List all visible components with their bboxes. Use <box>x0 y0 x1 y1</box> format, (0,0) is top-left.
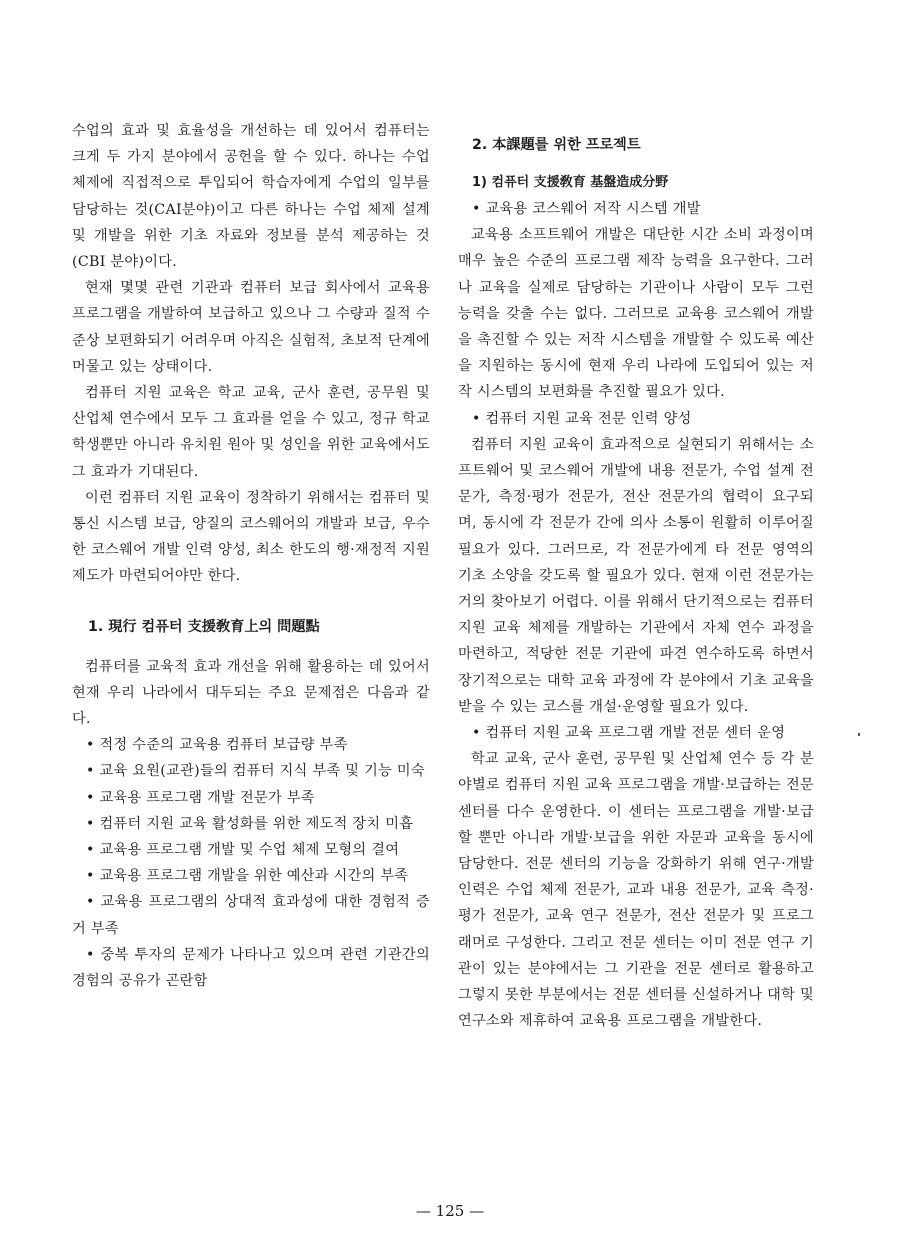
subsection-1-heading: 1) 컴퓨터 支援敎育 基盤造成分野 <box>472 175 669 190</box>
left-column <box>72 118 430 994</box>
project-bullet: • 컴퓨터 지원 교육 프로그램 개발 전문 센터 운영 <box>472 725 786 742</box>
project-bullet: • 교육용 코스웨어 저작 시스템 개발 <box>472 201 701 217</box>
problem-bullet: • 교육용 프로그램의 상대적 효과성에 대한 경험적 증거 부족 <box>72 894 430 937</box>
page-number: — 125 — <box>415 1202 485 1220</box>
authoring-system-paragraph: 교육용 소프트웨어 개발은 대단한 시간 소비 과정이며 매우 높은 수준의 프로그램 제작 능력을 요구한다. 그러나 교육을 실제로 담당하는 기관이나 사람이 모두 그런 능력을 갖출 수는 없다. 그러므로 교육용 코스웨어 개발을 촉진할 수 있는 저작 시스템을 개발할 수 있도록 예산을 지원하는 동시에 현재 우리 나라에 도입되어 있는 저작 시스템의 보편화를 추진할 필요가 있다. <box>458 227 814 401</box>
effects-paragraph: 컴퓨터 지원 교육은 학교 교육, 군사 훈련, 공무원 및 산업체 연수에서 모두 그 효과를 얻을 수 있고, 정규 학교 학생뿐만 아니라 유치원 원아 및 성인을 위한 교육에서도 그 효과가 기대된다. <box>72 385 430 480</box>
problem-bullet: • 컴퓨터 지원 교육 활성화를 위한 제도적 장치 미흡 <box>86 815 414 832</box>
intro-paragraph: 수업의 효과 및 효율성을 개선하는 데 있어서 컴퓨터는 크게 두 가지 분야에서 공헌을 할 수 있다. 하나는 수업 체제에 직접적으로 투입되어 학습자에게 수업의 일부를 담당하는 것(CAI분야)이고 다른 하나는 수업 체제 설계 및 개발을 위한 기초 자료와 정보를 분석 제공하는 것(CBI 분야)이다. <box>72 123 430 271</box>
project-bullet: • 컴퓨터 지원 교육 전문 인력 양성 <box>472 410 692 427</box>
section-1-heading: 1. 現行 컴퓨터 支援敎育上의 問題點 <box>88 618 320 635</box>
expert-training-paragraph: 컴퓨터 지원 교육이 효과적으로 실현되기 위해서는 소프트웨어 및 코스웨어 개발에 내용 전문가, 수업 설계 전문가, 측정·평가 전문가, 전산 전문가의 협력이 요구되며, 동시에 각 전문가 간에 의사 소통이 원활히 이루어질 필요가 있다. 그러므로, 각 전문가에게 타 전문 영역의 기초 소양을 갖도록 할 필요가 있다. 현재 이런 전문가는 거의 찾아보기 어렵다. 이를 위해서 단기적으로는 컴퓨터 지원 교육 체제를 개발하는 기관에서 자체 연수 과정을 마련하고, 적당한 전문 기관에 파견 연수하도록 하면서 장기적으로는 대학 교육 과정에 각 분야에서 기초 교육을 받을 수 있는 코스를 개설·운영할 필요가 있다. <box>458 436 814 715</box>
problem-bullet: • 교육용 프로그램 개발 전문가 부족 <box>86 789 315 806</box>
problem-bullet: • 교육용 프로그램 개발 및 수업 체제 모형의 결여 <box>86 842 400 859</box>
scan-speck <box>858 733 860 736</box>
section-2-heading: 2. 本課題를 위한 프로젝트 <box>472 137 641 153</box>
requirements-paragraph: 이런 컴퓨터 지원 교육이 정착하기 위해서는 컴퓨터 및 통신 시스템 보급, 양질의 코스웨어의 개발과 보급, 우수한 코스웨어 개발 인력 양성, 최소 한도의 행·재정적 지원 제도가 마련되어야만 한다. <box>72 489 430 585</box>
status-paragraph: 현재 몇몇 관련 기관과 컴퓨터 보급 회사에서 교육용 프로그램을 개발하여 보급하고 있으나 그 수량과 질적 수준상 보편화되기 어려우며 아직은 실험적, 초보적 단계에 머물고 있는 상태이다. <box>72 280 430 375</box>
right-column <box>458 132 814 1035</box>
problem-bullet: • 교육 요원(교관)들의 컴퓨터 지식 부족 및 기능 미숙 <box>86 763 425 780</box>
problem-bullet: • 적정 수준의 교육용 컴퓨터 보급량 부족 <box>86 737 348 754</box>
problems-intro-paragraph: 컴퓨터를 교육적 효과 개선을 위해 활용하는 데 있어서 현재 우리 나라에서 대두되는 주요 문제점은 다음과 같다. <box>72 658 430 728</box>
problem-bullet: • 교육용 프로그램 개발을 위한 예산과 시간의 부족 <box>86 868 409 885</box>
center-operation-paragraph: 학교 교육, 군사 훈련, 공무원 및 산업체 연수 등 각 분야별로 컴퓨터 지원 교육 프로그램을 개발·보급하는 전문 센터를 다수 운영한다. 이 센터는 프로그램을 개발·보급할 뿐만 아니라 개발·보급을 위한 자문과 교육을 동시에 담당한다. 전문 센터의 기능을 강화하기 위해 연구·개발 인력은 수업 체제 전문가, 교과 내용 전문가, 교육 측정·평가 전문가, 교육 연구 전문가, 전산 전문가 및 프로그래머로 구성한다. 그리고 전문 센터는 이미 전문 연구 기관이 있는 분야에서는 그 기관을 전문 센터로 활용하고 그렇지 못한 부분에서는 전문 센터를 신설하거나 대학 및 연구소와 제휴하여 교육용 프로그램을 개발한다. <box>458 751 814 1030</box>
problem-bullet: • 중복 투자의 문제가 나타나고 있으며 관련 기관간의 경험의 공유가 곤란함 <box>72 946 430 990</box>
